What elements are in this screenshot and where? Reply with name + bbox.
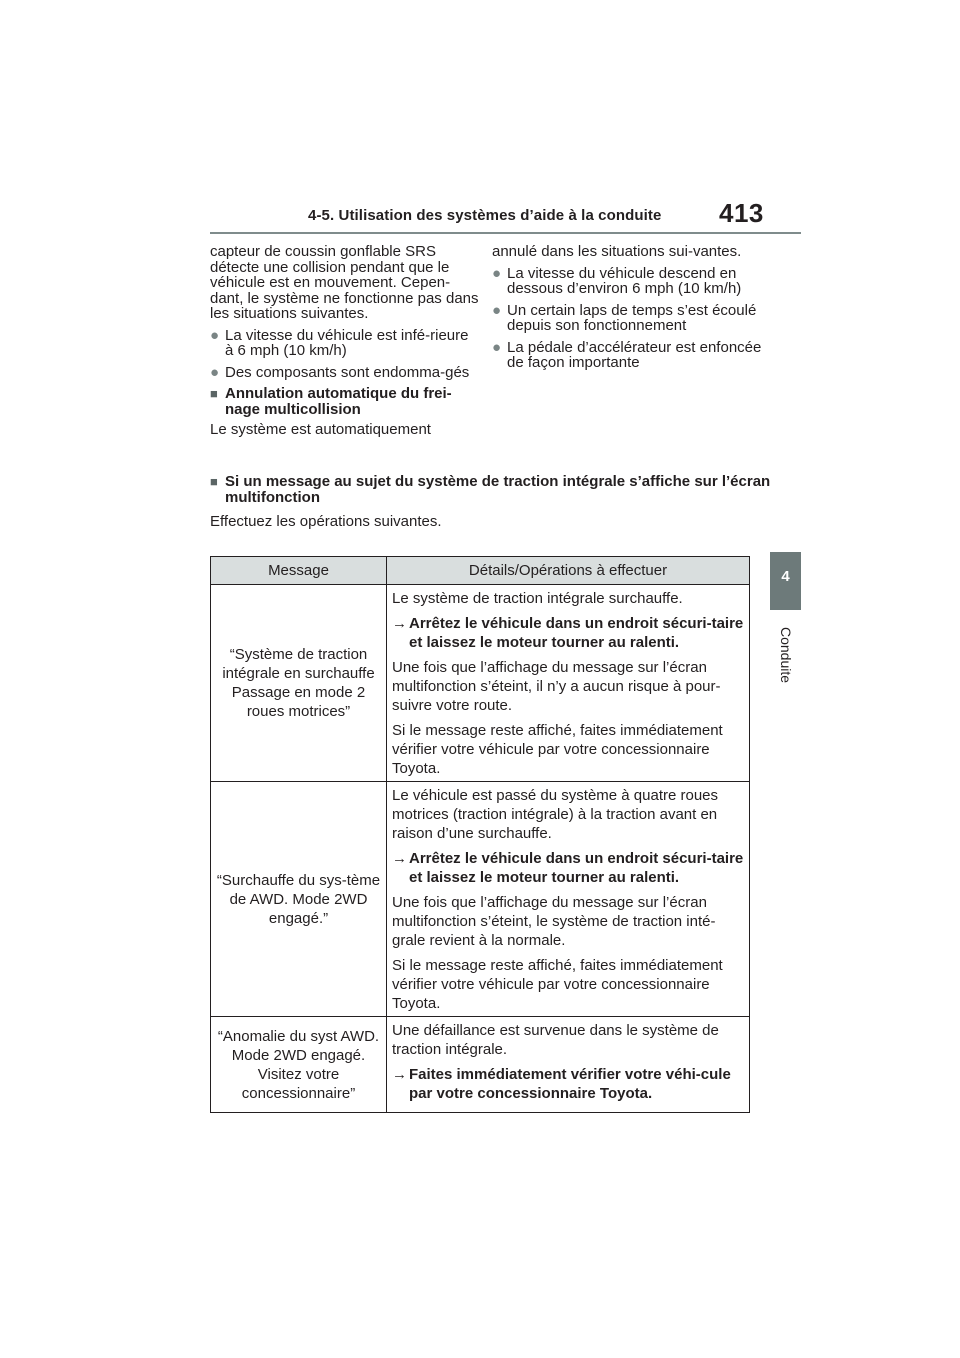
message-cell: “Système de traction intégrale en surchauffe Passage en mode 2 roues motrices” (211, 585, 387, 782)
details-cell (387, 585, 750, 782)
list-item: ● La vitesse du véhicule descend en dessous d’environ 6 mph (10 km/h) (492, 264, 742, 297)
square-marker-icon: ■ (210, 474, 218, 489)
arrow-icon: → (392, 1066, 407, 1083)
awd-section-heading: ■ Si un message au sujet du système de traction intégrale s’affiche sur l’écran multifonction (210, 473, 771, 506)
square-marker-icon: ■ (210, 386, 218, 401)
action-item: → Faites immédiatement vérifier votre véhi-cule par votre concessionnaire Toyota. (392, 1066, 731, 1102)
action-item: → Arrêtez le véhicule dans un endroit sécuri-taire et laissez le moteur tourner au ralenti. (392, 850, 744, 886)
detail-text: Le véhicule est passé du système à quatre roues motrices (traction intégrale) à la traction avant en raison d’une surchauffe. (392, 787, 719, 842)
detail-text: Une défaillance est survenue dans le système de traction intégrale. (392, 1022, 719, 1058)
message-cell: “Surchauffe du sys-tème de AWD. Mode 2WD engagé.” (211, 782, 387, 1017)
column-header-message: Message (211, 557, 387, 585)
list-item: ● Un certain laps de temps s’est écoulé depuis son fonctionnement (492, 301, 757, 334)
paragraph: annulé dans les situations sui-vantes. (492, 243, 742, 260)
left-column (210, 244, 480, 444)
bullet-icon: ● (492, 301, 502, 319)
details-cell (387, 782, 750, 1017)
detail-text: Si le message reste affiché, faites immédiatement vérifier votre véhicule par votre concessionnaire Toyota. (392, 957, 723, 1012)
right-column (492, 244, 762, 377)
bullet-icon: ● (210, 326, 220, 344)
list-item: ● La vitesse du véhicule est infé-rieure à 6 mph (10 km/h) (210, 326, 469, 359)
paragraph: capteur de coussin gonflable SRS détecte une collision pendant que le véhicule est en mouvement. Cepen-dant, le système ne fonctionne pas dans les situations suivantes. (210, 243, 479, 322)
details-cell (387, 1017, 750, 1113)
detail-text: Une fois que l’affichage du message sur l’écran multifonction s’éteint, il n’y a aucun risque à pour-suivre votre route. (392, 659, 721, 714)
message-table (210, 556, 750, 1113)
table-row (211, 782, 750, 1017)
table-row (211, 1017, 750, 1113)
header-divider (210, 232, 801, 234)
table-header-row (211, 557, 750, 585)
chapter-number: 4 (781, 568, 790, 585)
detail-text: Une fois que l’affichage du message sur l’écran multifonction s’éteint, le système de traction inté-grale revient à la normale. (392, 894, 716, 949)
chapter-label: Conduite (777, 626, 794, 684)
message-cell: “Anomalie du syst AWD. Mode 2WD engagé. Visitez votre concessionnaire” (211, 1017, 387, 1113)
paragraph: Le système est automatiquement (210, 421, 431, 438)
bullet-icon: ● (492, 264, 502, 282)
bullet-icon: ● (210, 363, 220, 381)
table-row (211, 585, 750, 782)
column-header-details: Détails/Opérations à effectuer (387, 557, 750, 585)
list-item: ● Des composants sont endomma-gés (210, 363, 470, 381)
list-item: ● La pédale d’accélérateur est enfoncée de façon importante (492, 338, 762, 371)
intro-text: Effectuez les opérations suivantes. (210, 513, 442, 530)
detail-text: Le système de traction intégrale surchauffe. (392, 590, 683, 607)
page-number: 413 (719, 198, 764, 228)
arrow-icon: → (392, 850, 407, 867)
bullet-icon: ● (492, 338, 502, 356)
action-item: → Arrêtez le véhicule dans un endroit sécuri-taire et laissez le moteur tourner au ralenti. (392, 615, 744, 651)
section-title: 4-5. Utilisation des systèmes d’aide à la conduite (308, 207, 662, 224)
detail-text: Si le message reste affiché, faites immédiatement vérifier votre véhicule par votre concessionnaire Toyota. (392, 722, 723, 777)
arrow-icon: → (392, 615, 407, 632)
section-heading: ■ Annulation automatique du frei-nage multicollision (210, 385, 452, 418)
